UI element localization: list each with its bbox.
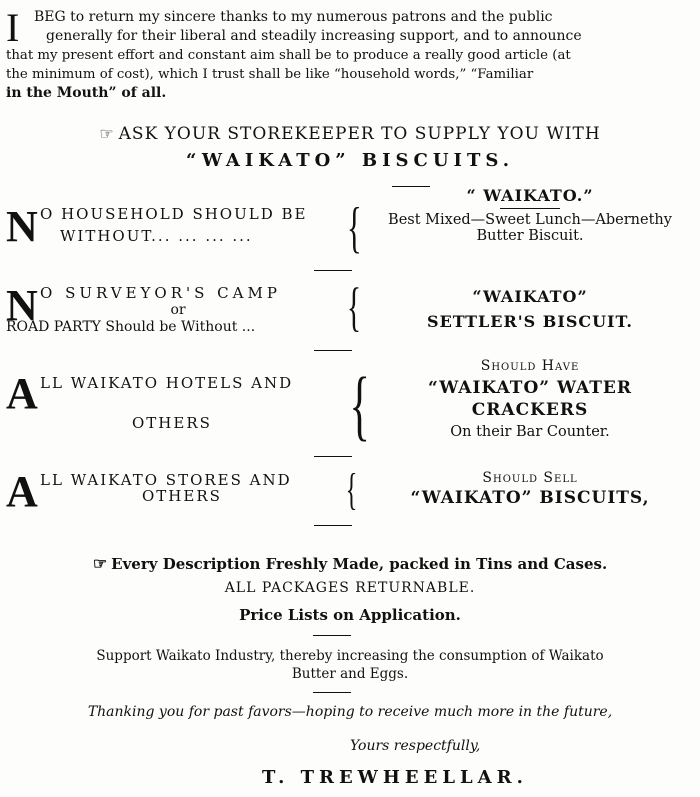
divider xyxy=(313,692,351,693)
section-1-right-line-3: Butter Biscuit. xyxy=(476,228,584,244)
section-1-brace: { xyxy=(347,197,362,259)
intro-line-3: that my present effort and constant aim shall be to produce a really good article (at xyxy=(6,48,571,63)
section-3-right-line-4: On their Bar Counter. xyxy=(450,424,610,440)
section-3-left-line-2: OTHERS xyxy=(132,414,212,432)
section-2-right-line-2: SETTLER'S BISCUIT. xyxy=(427,312,633,331)
section-2-right xyxy=(360,287,700,331)
section-3-brace: { xyxy=(349,361,371,448)
section-2-left-line-2: or xyxy=(170,302,186,318)
intro-line-4: the minimum of cost), which I trust shall be like “household words,” “Familiar xyxy=(6,67,534,82)
footer-support-1: Support Waikato Industry, thereby increasing the consumption of Waikato xyxy=(96,648,604,664)
section-3-left xyxy=(40,372,293,394)
section-2-left xyxy=(40,282,281,304)
pointing-hand-icon: ☞ xyxy=(99,124,115,143)
ask-line-1: ASK YOUR STOREKEEPER TO SUPPLY YOU WITH xyxy=(118,124,601,144)
footer-signature: T. TREWHEELLAR. xyxy=(262,767,528,788)
section-4-right-line-2: “WAIKATO” BISCUITS, xyxy=(410,488,650,508)
section-1-left-line-2: WITHOUT... ... ... ... xyxy=(60,227,253,245)
divider xyxy=(314,456,352,457)
section-1-right-line-1: “ WAIKATO.” xyxy=(466,186,594,205)
intro-line-5: in the Mouth” of all. xyxy=(6,85,167,101)
section-4-right-line-1: Should Sell xyxy=(482,470,578,486)
section-4-left-line-1: LL WAIKATO STORES AND xyxy=(40,471,292,489)
footer-line-1: Every Description Freshly Made, packed in Tins and Cases. xyxy=(111,555,608,573)
section-2-left-line-3: ROAD PARTY Should be Without ... xyxy=(6,319,256,335)
section-3-right-line-2: “WAIKATO” WATER xyxy=(428,378,632,398)
section-3-left-line-1: LL WAIKATO HOTELS AND xyxy=(40,374,294,392)
intro-paragraph xyxy=(6,5,696,103)
footer-line-3: Price Lists on Application. xyxy=(239,606,461,624)
footer-thanks: Thanking you for past favors—hoping to receive much more in the future, xyxy=(87,704,613,720)
section-1-cap: N xyxy=(6,202,38,251)
section-3-right xyxy=(360,358,700,440)
section-4-right xyxy=(360,470,700,508)
ask-line-1-row xyxy=(0,124,700,144)
section-3-right-line-3: CRACKERS xyxy=(471,400,589,420)
footer-line-2: ALL PACKAGES RETURNABLE. xyxy=(224,580,476,596)
section-4-left-line-2: OTHERS xyxy=(142,487,222,505)
section-1-left-line-1: O HOUSEHOLD SHOULD BE xyxy=(40,205,308,223)
section-1-right-line-2: Best Mixed—Sweet Lunch—Abernethy xyxy=(388,212,672,228)
intro-line-1: BEG to return my sincere thanks to my numerous patrons and the public xyxy=(34,9,553,25)
ask-line-2: “WAIKATO” BISCUITS. xyxy=(186,150,514,171)
pointing-hand-icon: ☞ xyxy=(92,554,108,573)
section-3-cap: A xyxy=(6,369,38,418)
section-2-cap: N xyxy=(6,281,38,330)
footer-line-1-row xyxy=(0,554,700,573)
divider xyxy=(500,208,560,210)
section-2-brace: { xyxy=(346,277,362,337)
section-4-brace: { xyxy=(345,465,358,514)
section-1-right xyxy=(360,186,700,244)
footer-yours: Yours respectfully, xyxy=(350,738,481,754)
section-1-left xyxy=(40,203,307,247)
section-2-left-line-1: O SURVEYOR'S CAMP xyxy=(40,284,281,302)
divider xyxy=(314,270,352,271)
divider xyxy=(313,635,351,636)
intro-drop-cap: I xyxy=(6,5,20,50)
divider xyxy=(314,525,352,526)
footer-support-2: Butter and Eggs. xyxy=(291,666,409,682)
section-4-cap: A xyxy=(6,467,38,516)
divider xyxy=(314,350,352,351)
section-3-right-line-1: Should Have xyxy=(480,358,580,374)
section-2-right-line-1: “WAIKATO” xyxy=(472,287,588,306)
intro-line-2: generally for their liberal and steadily increasing support, and to announce xyxy=(46,28,582,44)
